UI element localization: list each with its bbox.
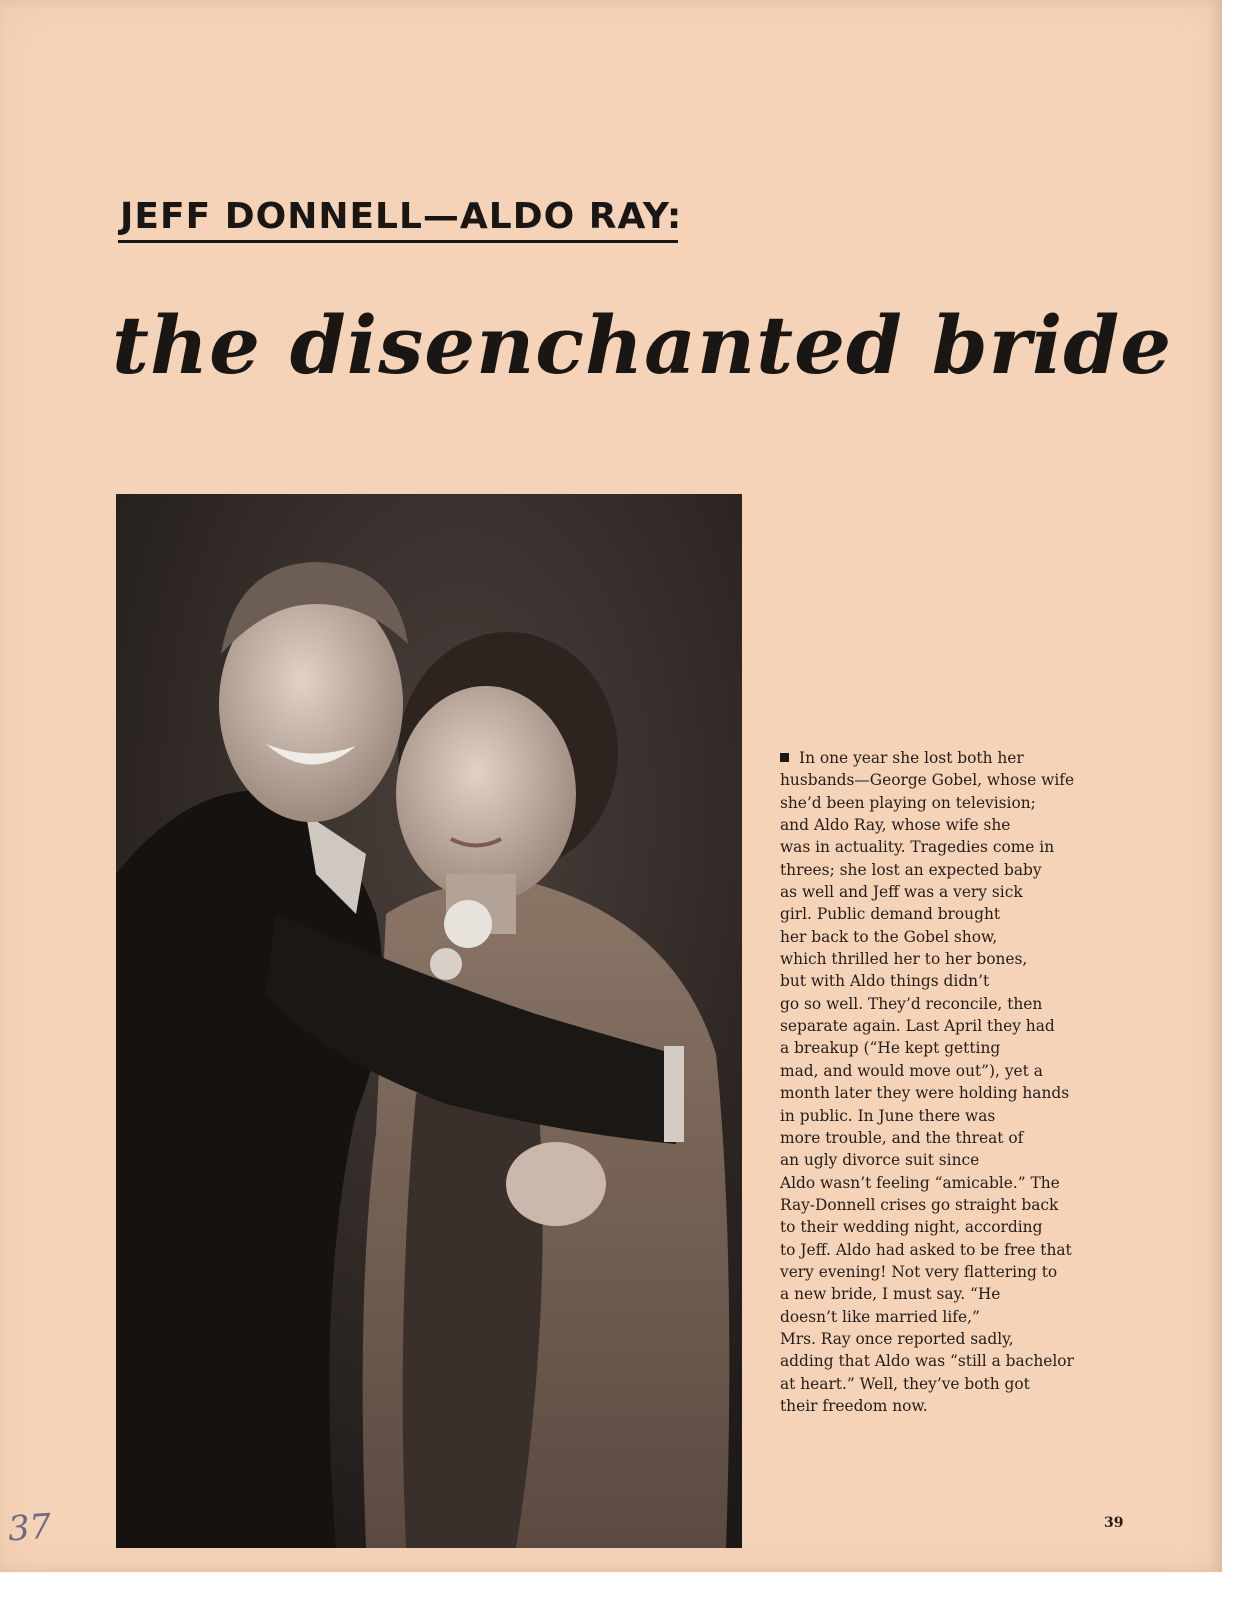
article-line: In one year she lost both her xyxy=(780,747,1080,769)
article-line: was in actuality. Tragedies come in xyxy=(780,838,1055,857)
article-line: Ray-Donnell crises go straight back xyxy=(780,1195,1059,1214)
article-line: Aldo wasn’t feeling “amicable.” The xyxy=(780,1173,1060,1192)
article-line: she’d been playing on television; xyxy=(780,793,1036,812)
article-line: their freedom now. xyxy=(780,1396,928,1415)
article-line: a new bride, I must say. “He xyxy=(780,1285,1001,1304)
article-line: more trouble, and the threat of xyxy=(780,1128,1024,1147)
article-line: and Aldo Ray, whose wife she xyxy=(780,816,1011,835)
article-line: husbands—George Gobel, whose wife xyxy=(780,771,1075,790)
article-line: as well and Jeff was a very sick xyxy=(780,883,1023,902)
article-line: her back to the Gobel show, xyxy=(780,927,998,946)
article-line: separate again. Last April they had xyxy=(780,1017,1055,1036)
article-line: mad, and would move out”), yet a xyxy=(780,1061,1043,1080)
article-line: doesn’t like married life,” xyxy=(780,1307,980,1326)
article-body xyxy=(780,747,1080,1417)
article-line: Mrs. Ray once reported sadly, xyxy=(780,1329,1014,1348)
article-headline: the disenchanted bride xyxy=(112,298,1173,392)
article-line: which thrilled her to her bones, xyxy=(780,950,1028,969)
article-line: at heart.” Well, they’ve both got xyxy=(780,1374,1030,1393)
article-line: a breakup (“He kept getting xyxy=(780,1039,1001,1058)
page-number: 39 xyxy=(1104,1515,1124,1531)
article-kicker: JEFF DONNELL—ALDO RAY: xyxy=(120,196,683,237)
article-line: girl. Public demand brought xyxy=(780,905,1001,924)
kicker-underline xyxy=(118,240,678,243)
article-line: an ugly divorce suit since xyxy=(780,1151,980,1170)
article-line: in public. In June there was xyxy=(780,1106,996,1125)
handwritten-page-note: 37 xyxy=(6,1506,53,1550)
couple-photo xyxy=(116,494,742,1548)
article-line: very evening! Not very flattering to xyxy=(780,1262,1058,1281)
article-line: but with Aldo things didn’t xyxy=(780,972,990,991)
article-line: threes; she lost an expected baby xyxy=(780,860,1042,879)
bullet-square-icon xyxy=(780,753,789,762)
article-line: to Jeff. Aldo had asked to be free that xyxy=(780,1240,1072,1259)
article-line: go so well. They’d reconcile, then xyxy=(780,994,1043,1013)
article-line: adding that Aldo was “still a bachelor xyxy=(780,1352,1074,1371)
article-line: month later they were holding hands xyxy=(780,1084,1070,1103)
article-line: to their wedding night, according xyxy=(780,1218,1043,1237)
